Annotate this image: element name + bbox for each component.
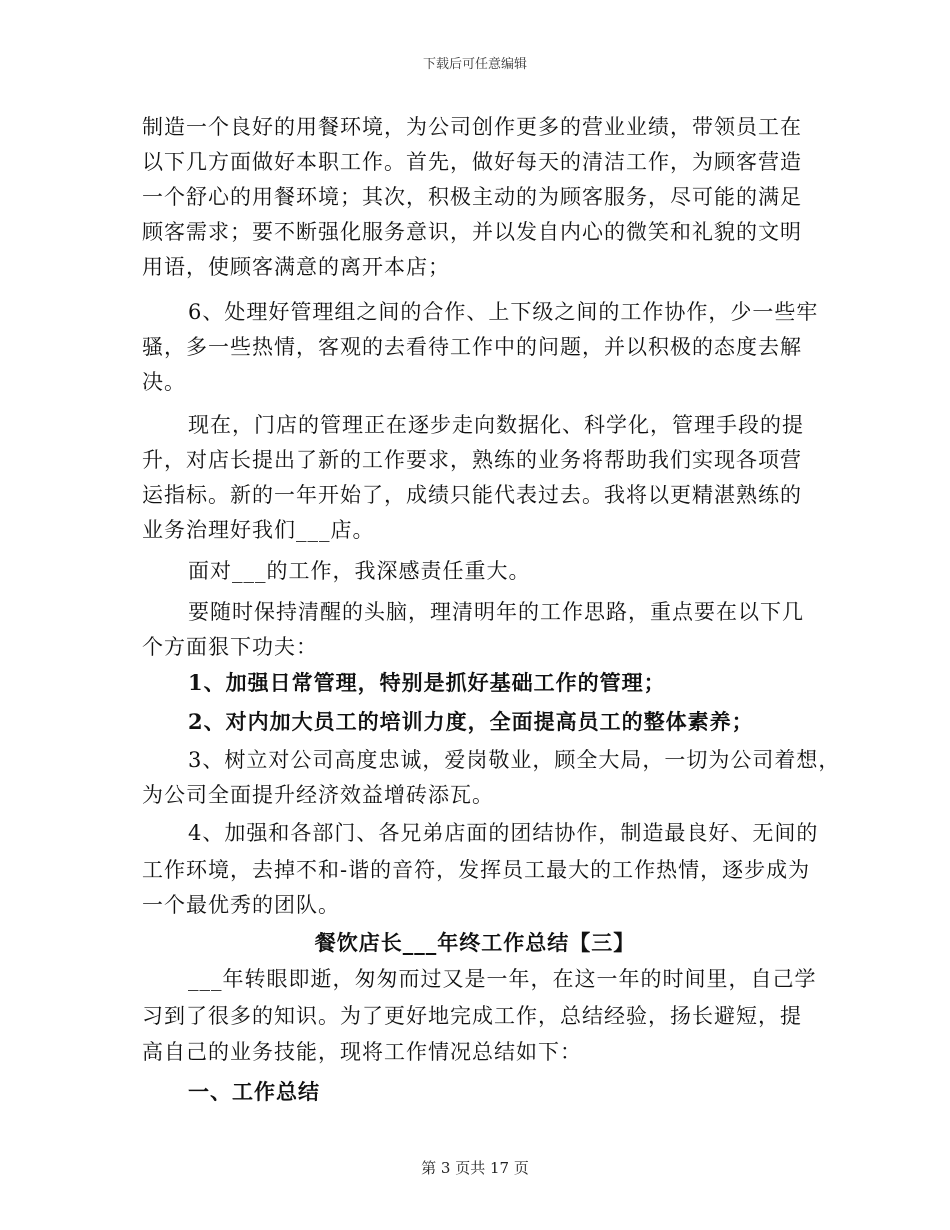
body-line: 一个舒心的用餐环境；其次，积极主动的为顾客服务，尽可能的满足 (142, 185, 802, 209)
body-line: 6、处理好管理组之间的合作、上下级之间的工作协作，少一些牢 (188, 300, 819, 324)
bold-item-line: 2、对内加大员工的培训力度，全面提高员工的整体素养； (188, 709, 754, 734)
body-line: 工作环境，去掉不和-谐的音符，发挥员工最大的工作热情，逐步成为 (142, 858, 811, 882)
body-line: 要随时保持清醒的头脑，理清明年的工作思路，重点要在以下几 (188, 600, 804, 624)
subsection-heading: 一、工作总结 (188, 1079, 320, 1104)
bold-item-line: 1、加强日常管理，特别是抓好基础工作的管理； (188, 670, 666, 695)
body-line: 决。 (142, 370, 186, 394)
body-line: 个方面狠下功夫： (142, 635, 318, 659)
body-line: 业务治理好我们___店。 (142, 518, 375, 542)
body-line: 高自己的业务技能，现将工作情况总结如下： (142, 1040, 582, 1064)
body-line: 以下几方面做好本职工作。首先，做好每天的清洁工作，为顾客营造 (142, 150, 802, 174)
body-line: 制造一个良好的用餐环境，为公司创作更多的营业业绩，带领员工在 (142, 115, 802, 139)
body-line: 运指标。新的一年开始了，成绩只能代表过去。我将以更精湛熟练的 (142, 483, 802, 507)
body-line: 升，对店长提出了新的工作要求，熟练的业务将帮助我们实现各项营 (142, 448, 802, 472)
body-line: 现在，门店的管理正在逐步走向数据化、科学化，管理手段的提 (188, 413, 804, 437)
body-line: 骚，多一些热情，客观的去看待工作中的问题，并以积极的态度去解 (142, 335, 802, 359)
section-title: 餐饮店长___年终工作总结【三】 (314, 930, 636, 955)
body-line: 用语，使顾客满意的离开本店； (142, 255, 450, 279)
body-line: 为公司全面提升经济效益增砖添瓦。 (142, 783, 494, 807)
body-line: 习到了很多的知识。为了更好地完成工作，总结经验，扬长避短，提 (142, 1004, 802, 1028)
body-line: 一个最优秀的团队。 (142, 893, 340, 917)
page-footer: 第 3 页共 17 页 (421, 1159, 529, 1177)
body-line: 顾客需求；要不断强化服务意识，并以发自内心的微笑和礼貌的文明 (142, 220, 802, 244)
body-line: 3、树立对公司高度忠诚，爱岗敬业，顾全大局，一切为公司着想， (188, 748, 841, 772)
body-line: ___年转眼即逝，匆匆而过又是一年，在这一年的时间里，自己学 (188, 967, 817, 991)
page-header: 下载后可任意编辑 (422, 57, 527, 72)
body-line: 面对___的工作，我深感责任重大。 (188, 559, 531, 583)
body-line: 4、加强和各部门、各兄弟店面的团结协作，制造最良好、无间的 (188, 821, 819, 845)
